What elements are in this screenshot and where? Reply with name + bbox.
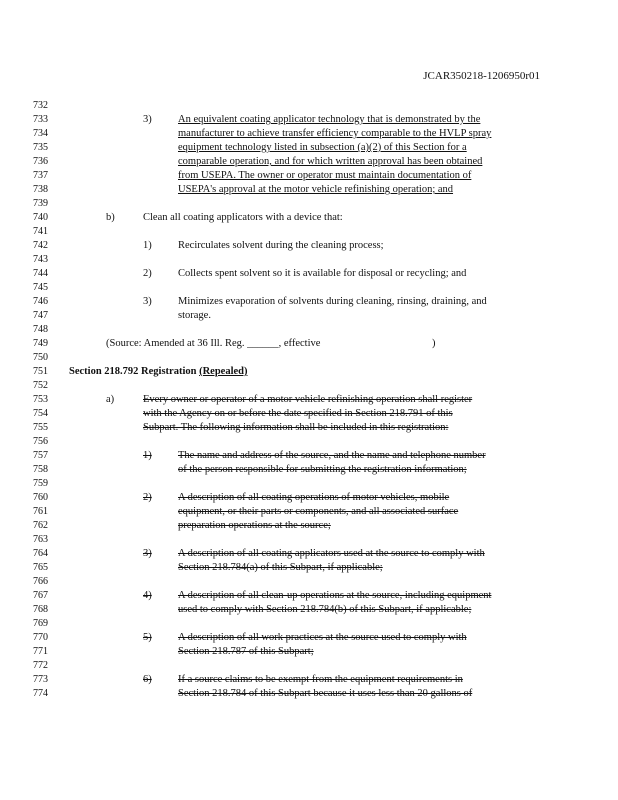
line-number: 772	[33, 660, 48, 671]
reg5-line-2: Section 218.787 of this Subpart;	[178, 646, 314, 657]
item-3-line-1: An equivalent coating applicator technology that is demonstrated by the	[178, 114, 481, 125]
item-3-line-4: comparable operation, and for which written approval has been obtained	[178, 156, 483, 167]
line-number: 746	[33, 296, 48, 307]
b3-marker: 3)	[143, 296, 152, 307]
section-label: Section 218.792 Registration	[69, 366, 200, 377]
reg6-marker: 6)	[143, 674, 152, 685]
line-number: 733	[33, 114, 48, 125]
item-3-marker: 3)	[143, 114, 152, 125]
reg6-line-1: If a source claims to be exempt from the equipment requirements in	[178, 674, 463, 685]
item-3-line-5: from USEPA. The owner or operator must maintain documentation of	[178, 170, 472, 181]
line-number: 765	[33, 562, 48, 573]
line-number: 773	[33, 674, 48, 685]
line-number: 768	[33, 604, 48, 615]
b3-line-1: Minimizes evaporation of solvents during cleaning, rinsing, draining, and	[178, 296, 487, 307]
sec-a-marker: a)	[106, 394, 115, 405]
line-number: 739	[33, 198, 48, 209]
line-number: 732	[33, 100, 48, 111]
reg3-line-1: A description of all coating applicators used at the source to comply with	[178, 548, 485, 559]
line-number: 756	[33, 436, 48, 447]
item-b-text: Clean all coating applicators with a device that:	[143, 212, 343, 223]
reg2-line-2: equipment, or their parts or components, and all associated surface	[178, 506, 459, 517]
line-number: 764	[33, 548, 48, 559]
line-number: 747	[33, 310, 48, 321]
reg2-line-1: A description of all coating operations of motor vehicles, mobile	[178, 492, 450, 503]
document-id: JCAR350218-1206950r01	[423, 70, 540, 82]
section-heading	[69, 366, 247, 377]
reg3-marker: 3)	[143, 548, 152, 559]
line-number: 740	[33, 212, 48, 223]
b2-marker: 2)	[143, 268, 152, 279]
reg3-line-2: Section 218.784(a) of this Subpart, if applicable;	[178, 562, 383, 573]
line-number: 744	[33, 268, 48, 279]
reg2-line-3: preparation operations at the source;	[178, 520, 331, 531]
line-number: 750	[33, 352, 48, 363]
line-number: 749	[33, 338, 48, 349]
reg5-marker: 5)	[143, 632, 152, 643]
line-number: 741	[33, 226, 48, 237]
reg4-marker: 4)	[143, 590, 152, 601]
item-3-line-2: manufacturer to achieve transfer efficiency comparable to the HVLP spray	[178, 128, 492, 139]
reg6-line-2: Section 218.784 of this Subpart because it uses less than 20 gallons of	[178, 688, 473, 699]
line-number: 757	[33, 450, 48, 461]
line-number: 760	[33, 492, 48, 503]
line-number: 752	[33, 380, 48, 391]
line-number: 763	[33, 534, 48, 545]
sec-a-line-3: Subpart. The following information shall be included in this registration:	[143, 422, 449, 433]
line-number: 761	[33, 506, 48, 517]
line-number: 758	[33, 464, 48, 475]
line-number: 766	[33, 576, 48, 587]
line-number: 738	[33, 184, 48, 195]
line-number: 734	[33, 128, 48, 139]
line-number: 767	[33, 590, 48, 601]
line-number: 745	[33, 282, 48, 293]
line-number: 751	[33, 366, 48, 377]
line-number: 748	[33, 324, 48, 335]
line-number: 755	[33, 422, 48, 433]
b2-text: Collects spent solvent so it is available for disposal or recycling; and	[178, 268, 467, 279]
source-note: (Source: Amended at 36 Ill. Reg. ______, effective	[106, 338, 321, 349]
reg5-line-1: A description of all work practices at the source used to comply with	[178, 632, 467, 643]
line-number: 743	[33, 254, 48, 265]
reg2-marker: 2)	[143, 492, 152, 503]
line-number: 753	[33, 394, 48, 405]
line-number: 769	[33, 618, 48, 629]
source-note-close: )	[432, 338, 436, 349]
b1-marker: 1)	[143, 240, 152, 251]
section-repealed: (Repealed)	[199, 366, 248, 377]
line-number: 754	[33, 408, 48, 419]
reg4-line-1: A description of all clean-up operations at the source, including equipment	[178, 590, 492, 601]
line-number: 737	[33, 170, 48, 181]
reg1-marker: 1)	[143, 450, 152, 461]
b1-text: Recirculates solvent during the cleaning process;	[178, 240, 384, 251]
line-number: 770	[33, 632, 48, 643]
b3-line-2: storage.	[178, 310, 211, 321]
sec-a-line-1: Every owner or operator of a motor vehicle refinishing operation shall register	[143, 394, 473, 405]
line-number: 742	[33, 240, 48, 251]
line-number: 774	[33, 688, 48, 699]
line-number: 759	[33, 478, 48, 489]
reg1-line-2: of the person responsible for submitting the registration information;	[178, 464, 467, 475]
reg1-line-1: The name and address of the source, and the name and telephone number	[178, 450, 486, 461]
item-3-line-6: USEPA's approval at the motor vehicle refinishing operation; and	[178, 184, 454, 195]
line-number: 736	[33, 156, 48, 167]
sec-a-line-2: with the Agency on or before the date specified in Section 218.791 of this	[143, 408, 453, 419]
reg4-line-2: used to comply with Section 218.784(b) of this Subpart, if applicable;	[178, 604, 472, 615]
item-b-marker: b)	[106, 212, 115, 223]
line-number: 735	[33, 142, 48, 153]
line-number: 762	[33, 520, 48, 531]
line-number: 771	[33, 646, 48, 657]
item-3-line-3: equipment technology listed in subsection (a)(2) of this Section for a	[178, 142, 467, 153]
